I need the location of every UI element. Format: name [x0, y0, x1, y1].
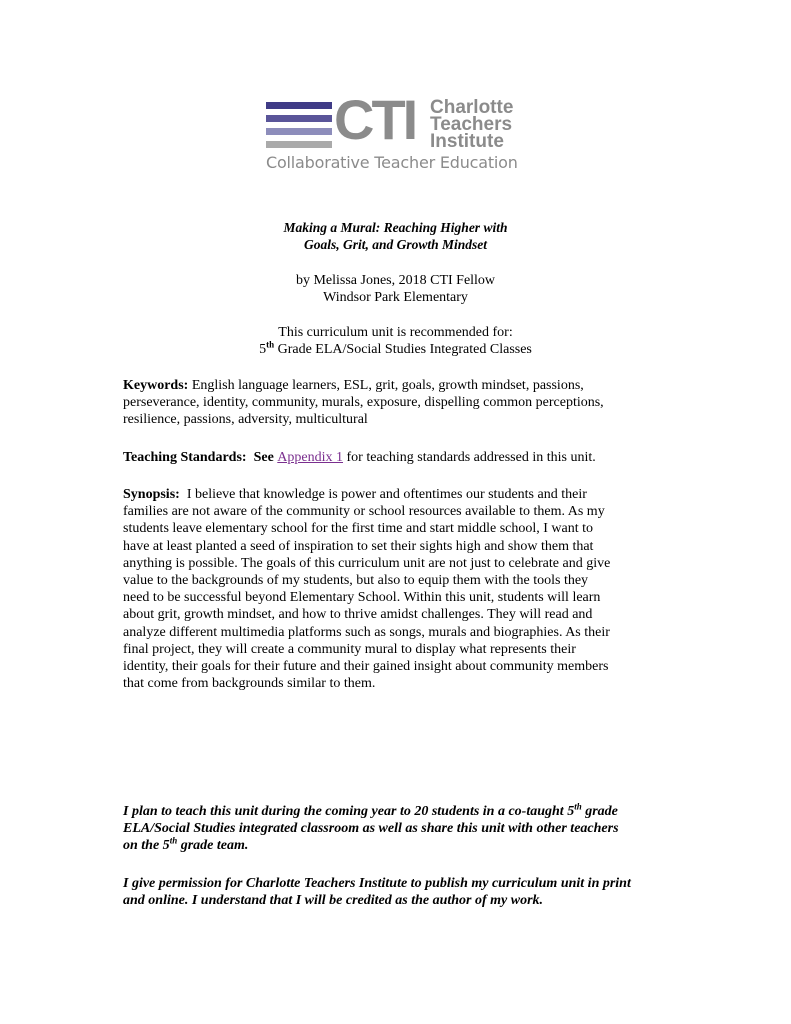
unit-title: [0, 219, 791, 253]
grade-description: Grade ELA/Social Studies Integrated Classes: [274, 342, 532, 357]
keywords-line-3: resilience, passions, adversity, multicultural: [123, 412, 368, 428]
synopsis-line-8: about grit, growth mindset, and how to thrive amidst challenges. They will read and: [123, 607, 593, 623]
plan-text-3b: grade team.: [177, 838, 249, 854]
logo-bar-2: [266, 115, 332, 122]
synopsis-line-4: have at least planted a seed of inspiration to set their sights high and show them that: [123, 538, 594, 554]
plan-line-3: [123, 837, 683, 854]
recommend-line-2: [0, 341, 791, 358]
plan-line-1: [123, 803, 683, 820]
grade-suffix: th: [266, 339, 275, 350]
logo-bar-3: [266, 128, 332, 135]
recommendation: [0, 324, 791, 358]
appendix-link[interactable]: Appendix 1: [277, 450, 344, 465]
title-line-2: Goals, Grit, and Growth Mindset: [303, 237, 488, 252]
keywords-label: Keywords:: [123, 378, 189, 393]
logo-bar-4: [266, 141, 332, 148]
synopsis-text-1: I believe that knowledge is power and oftentimes our students and their: [179, 487, 587, 502]
plan-sup-3: th: [169, 835, 178, 846]
permission-line-2: and online. I understand that I will be credited as the author of my work.: [123, 893, 544, 909]
teaching-standards: [123, 449, 683, 466]
synopsis-line-2: families are not aware of the community or school resources available to them. As my: [123, 504, 605, 520]
standards-see: See: [246, 450, 278, 465]
keywords-line-1: [123, 377, 683, 394]
permission-line-1: I give permission for Charlotte Teachers Institute to publish my curriculum unit in print: [123, 876, 631, 891]
recommend-line-1: This curriculum unit is recommended for:: [278, 325, 513, 340]
title-line-1: Making a Mural: Reaching Higher with: [283, 220, 508, 235]
standards-line: [123, 449, 683, 466]
logo-tagline: Collaborative Teacher Education: [266, 153, 518, 172]
byline: [0, 272, 791, 306]
logo-word-3: Institute: [430, 131, 504, 152]
synopsis-line-11: identity, their goals for their future and their gained insight about community members: [123, 659, 609, 675]
teaching-plan: [123, 803, 683, 855]
publish-permission: [123, 875, 683, 909]
synopsis-line-10: final project, they will create a community mural to display what represents their: [123, 641, 576, 657]
synopsis-label: Synopsis:: [123, 487, 180, 502]
school-line: Windsor Park Elementary: [323, 290, 468, 305]
cti-logo: [266, 88, 526, 178]
logo-acronym: CTI: [334, 88, 416, 151]
synopsis-line-9: analyze different multimedia platforms such as songs, murals and biographies. As their: [123, 624, 610, 640]
plan-text-3a: on the 5: [123, 838, 170, 854]
logo-bar-1: [266, 102, 332, 109]
synopsis-line-7: need to be successful beyond Elementary School. Within this unit, students will learn: [123, 590, 601, 606]
synopsis-line-6: value to the backgrounds of my students, but also to equip them with the tools they: [123, 573, 589, 589]
plan-text-1b: grade: [581, 804, 618, 819]
logo-word-2: Teachers: [430, 114, 513, 135]
grade-number: 5: [259, 342, 267, 357]
logo-word-1: Charlotte: [430, 97, 514, 118]
synopsis-line-12: that come from backgrounds similar to them.: [123, 676, 376, 692]
synopsis-line-1: [123, 486, 683, 503]
author-line: by Melissa Jones, 2018 CTI Fellow: [295, 273, 496, 288]
standards-rest: for teaching standards addressed in this unit.: [343, 450, 596, 465]
keywords-line-2: perseverance, identity, community, murals, exposure, dispelling common perceptions,: [123, 395, 604, 411]
plan-text-1a: I plan to teach this unit during the coming year to 20 students in a co-taught 5: [123, 804, 575, 819]
logo-wordmark: [430, 99, 513, 150]
synopsis-line-5: anything is possible. The goals of this curriculum unit are not just to celebrate and give: [123, 555, 611, 571]
standards-label: Teaching Standards:: [123, 450, 247, 465]
keywords-text-1: English language learners, ESL, grit, goals, growth mindset, passions,: [188, 378, 584, 393]
plan-sup-1: th: [574, 801, 582, 812]
plan-line-2: ELA/Social Studies integrated classroom as well as share this unit with other teachers: [123, 821, 619, 837]
synopsis-line-3: students leave elementary school for the first time and start middle school, I want to: [123, 521, 594, 537]
keywords-section: [123, 377, 683, 429]
synopsis-section: [123, 486, 683, 692]
